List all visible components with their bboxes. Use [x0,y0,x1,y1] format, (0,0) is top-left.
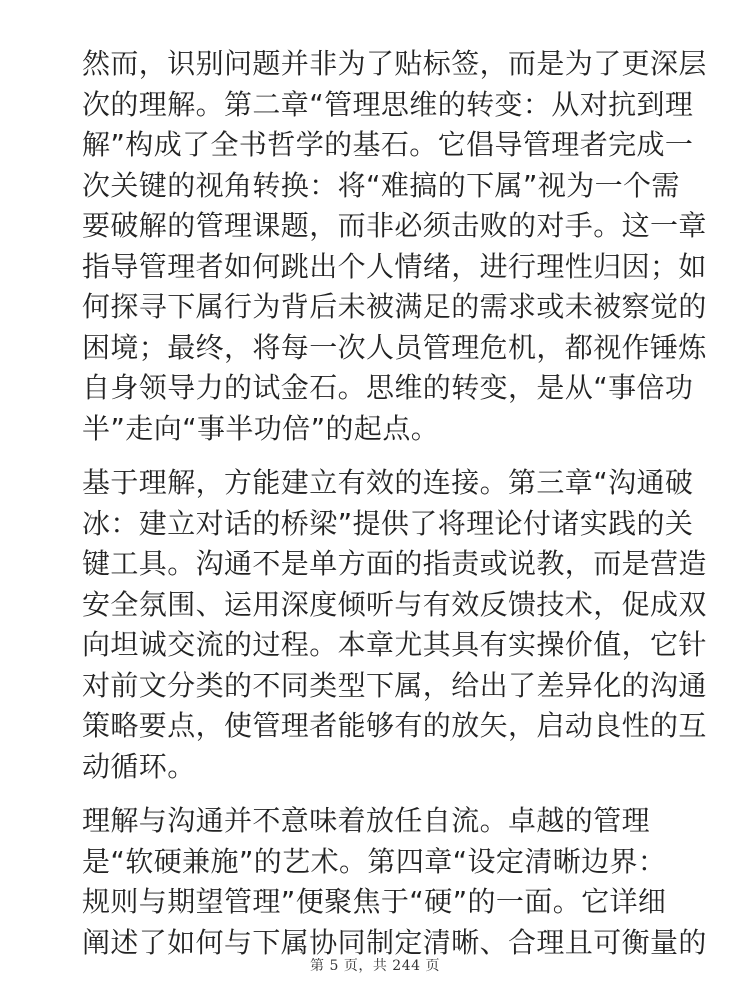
paragraph-1 [82,44,707,449]
text-line: 策略要点，使管理者能够有的放矢，启动良性的互 [82,709,707,742]
body-text [82,44,707,977]
paragraph-2 [82,463,707,787]
text-line: 指导管理者如何跳出个人情绪，进行理性归因；如 [82,249,707,283]
text-line: 何探寻下属行为背后未被满足的需求或未被察觉的 [82,290,707,323]
text-line: 次关键的视角转换：将“难搞的下属”视为一个需 [82,168,680,202]
text-line: 理解与沟通并不意味着放任自流。卓越的管理 [82,804,651,837]
text-line: 冰：建立对话的桥梁”提供了将理论付诸实践的关 [82,506,694,540]
text-line: 要破解的管理课题，而非必须击败的对手。这一章 [82,209,707,242]
text-line: 安全氛围、运用深度倾听与有效反馈技术，促成双 [82,587,707,621]
paragraph-3 [82,801,707,963]
text-line: 解”构成了全书哲学的基石。它倡导管理者完成一 [82,128,694,161]
text-line: 对前文分类的不同类型下属，给出了差异化的沟通 [82,668,707,702]
page-number-footer: 第 5 页，共 244 页 [310,958,440,974]
text-line: 键工具。沟通不是单方面的指责或说教，而是营造 [82,547,707,580]
text-line: 动循环。 [82,749,196,783]
text-line: 次的理解。第二章“管理思维的转变：从对抗到理 [82,87,694,121]
text-line: 然而，识别问题并非为了贴标签，而是为了更深层 [82,47,707,80]
text-line: 是“软硬兼施”的艺术。第四章“设定清晰边界： [82,844,667,878]
text-line: 向坦诚交流的过程。本章尤其具有实操价值，它针 [82,628,707,661]
text-line: 半”走向“事半功倍”的起点。 [82,411,440,445]
text-line: 困境；最终，将每一次人员管理危机，都视作锤炼 [82,330,707,364]
text-line: 自身领导力的试金石。思维的转变，是从“事倍功 [82,371,694,404]
text-line: 基于理解，方能建立有效的连接。第三章“沟通破 [82,466,694,499]
text-line: 规则与期望管理”便聚焦于“硬”的一面。它详细 [82,885,667,918]
text-line: 阐述了如何与下属协同制定清晰、合理且可衡量的 [82,925,707,959]
